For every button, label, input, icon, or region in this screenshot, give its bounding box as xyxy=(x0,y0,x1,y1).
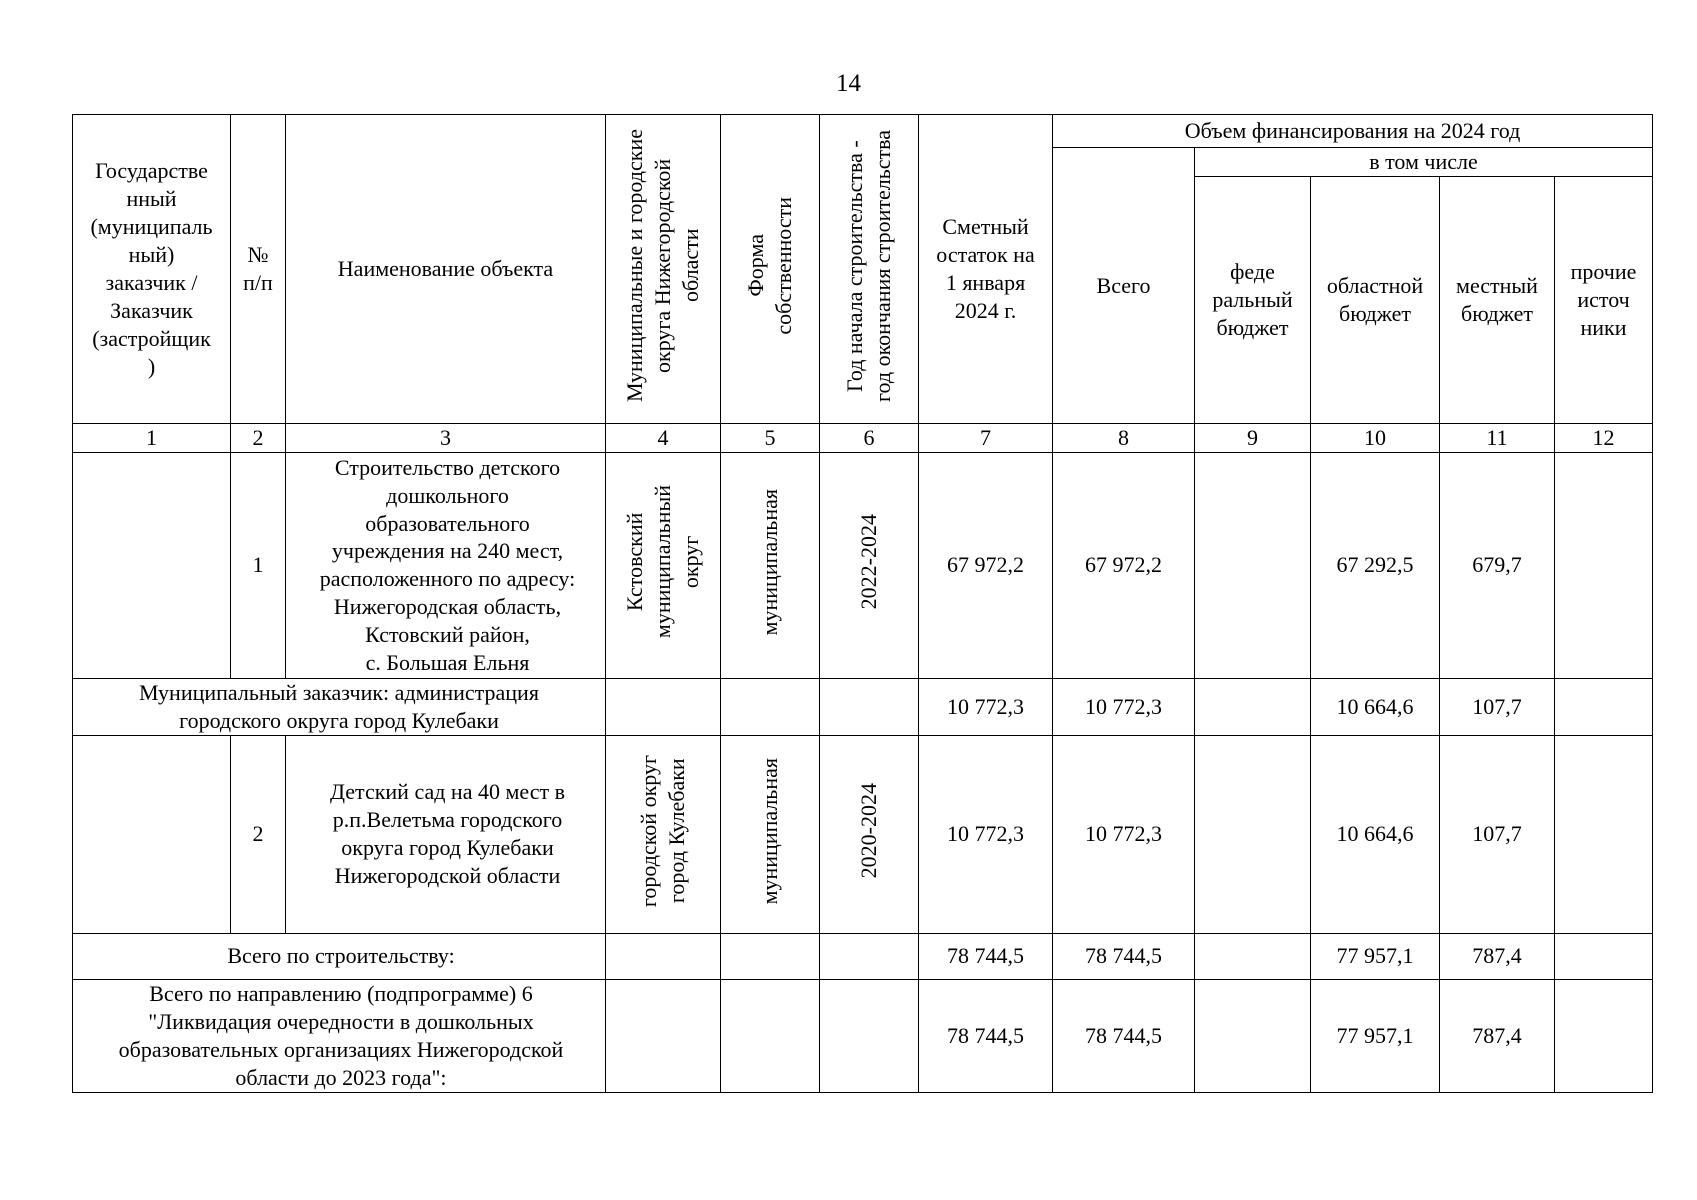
column-numbers-row xyxy=(73,423,1653,452)
row-years xyxy=(820,452,919,678)
total-direction-regional: 77 957,1 xyxy=(1311,979,1440,1092)
total-construction-empty xyxy=(820,933,919,979)
header-other: прочие источ ники xyxy=(1555,176,1653,423)
header-num: № п/п xyxy=(231,115,286,424)
row-num: 1 xyxy=(231,452,286,678)
row-regional: 10 664,6 xyxy=(1311,735,1440,933)
row-estimate: 10 772,3 xyxy=(919,735,1053,933)
row-ownership xyxy=(721,452,820,678)
total-construction-other xyxy=(1555,933,1653,979)
header-years xyxy=(820,115,919,424)
column-number: 6 xyxy=(820,423,919,452)
row-object-name: Строительство детского дошкольного образовательного учреждения на 240 мест, расположенного по адресу: Нижегородская область, Кстовский район, с. Большая Ельня xyxy=(286,452,606,678)
column-number: 8 xyxy=(1053,423,1195,452)
total-direction-empty xyxy=(721,979,820,1092)
row-ownership-text: муниципальная xyxy=(757,488,783,636)
customer-row-empty xyxy=(606,678,721,735)
row-ownership-text: муниципальная xyxy=(757,757,783,904)
total-construction-label: Всего по строительству: xyxy=(73,933,606,979)
header-total: Всего xyxy=(1053,148,1195,424)
row-municipality xyxy=(606,452,721,678)
customer-row-other xyxy=(1555,678,1653,735)
customer-row-regional: 10 664,6 xyxy=(1311,678,1440,735)
customer-row-empty xyxy=(820,678,919,735)
customer-row-federal xyxy=(1195,678,1311,735)
total-construction-federal xyxy=(1195,933,1311,979)
row-federal xyxy=(1195,452,1311,678)
total-direction-label: Всего по направлению (подпрограмме) 6 "Ликвидация очередности в дошкольных образовательных организациях Нижегородской области до 2023 года": xyxy=(73,979,606,1092)
row-years-text: 2022-2024 xyxy=(856,514,882,610)
total-direction-local: 787,4 xyxy=(1440,979,1555,1092)
row-customer-cell xyxy=(73,735,231,933)
header-object-name: Наименование объекта xyxy=(286,115,606,424)
total-construction-local: 787,4 xyxy=(1440,933,1555,979)
total-direction-row xyxy=(73,979,1653,1092)
header-ownership-text: Форма собственности xyxy=(743,196,796,335)
row-local: 107,7 xyxy=(1440,735,1555,933)
row-object-name: Детский сад на 40 мест в р.п.Велетьма городского округа город Кулебаки Нижегородской области xyxy=(286,735,606,933)
column-number: 10 xyxy=(1311,423,1440,452)
row-other xyxy=(1555,452,1653,678)
customer-row-empty xyxy=(721,678,820,735)
header-municipality-text: Муниципальные и городские округа Нижегородской области xyxy=(622,129,703,402)
header-funding-group: Объем финансирования на 2024 год xyxy=(1053,115,1653,148)
column-number: 7 xyxy=(919,423,1053,452)
header-customer: Государстве нный (муниципаль ный) заказчик / Заказчик (застройщик ) xyxy=(73,115,231,424)
total-direction-empty xyxy=(606,979,721,1092)
column-number: 9 xyxy=(1195,423,1311,452)
column-number: 2 xyxy=(231,423,286,452)
total-construction-empty xyxy=(721,933,820,979)
row-ownership xyxy=(721,735,820,933)
header-ownership xyxy=(721,115,820,424)
row-years-text: 2020-2024 xyxy=(856,783,882,879)
row-total: 10 772,3 xyxy=(1053,735,1195,933)
page-number: 14 xyxy=(836,70,861,97)
column-number: 3 xyxy=(286,423,606,452)
customer-row xyxy=(73,678,1653,735)
row-regional: 67 292,5 xyxy=(1311,452,1440,678)
total-construction-estimate: 78 744,5 xyxy=(919,933,1053,979)
row-total: 67 972,2 xyxy=(1053,452,1195,678)
header-including: в том числе xyxy=(1195,148,1653,177)
customer-row-label: Муниципальный заказчик: администрация городского округа город Кулебаки xyxy=(73,678,606,735)
total-direction-federal xyxy=(1195,979,1311,1092)
customer-row-estimate: 10 772,3 xyxy=(919,678,1053,735)
header-local: местный бюджет xyxy=(1440,176,1555,423)
column-number: 12 xyxy=(1555,423,1653,452)
row-years xyxy=(820,735,919,933)
header-years-text: Год начала строительства - год окончания строительства xyxy=(842,129,895,402)
row-municipality xyxy=(606,735,721,933)
row-customer-cell xyxy=(73,452,231,678)
row-num: 2 xyxy=(231,735,286,933)
total-direction-total: 78 744,5 xyxy=(1053,979,1195,1092)
total-construction-empty xyxy=(606,933,721,979)
row-municipality-text: городской округ город Кулебаки xyxy=(636,754,689,907)
column-number: 4 xyxy=(606,423,721,452)
header-municipality xyxy=(606,115,721,424)
total-construction-row xyxy=(73,933,1653,979)
total-construction-total: 78 744,5 xyxy=(1053,933,1195,979)
table-row xyxy=(73,452,1653,678)
row-municipality-text: Кстовский муниципальный округ xyxy=(622,485,703,639)
customer-row-local: 107,7 xyxy=(1440,678,1555,735)
header-row-1 xyxy=(73,115,1653,148)
customer-row-total: 10 772,3 xyxy=(1053,678,1195,735)
row-federal xyxy=(1195,735,1311,933)
header-federal: феде ральный бюджет xyxy=(1195,176,1311,423)
column-number: 5 xyxy=(721,423,820,452)
table-row xyxy=(73,735,1653,933)
header-estimate: Сметный остаток на 1 января 2024 г. xyxy=(919,115,1053,424)
total-construction-regional: 77 957,1 xyxy=(1311,933,1440,979)
row-other xyxy=(1555,735,1653,933)
header-regional: областной бюджет xyxy=(1311,176,1440,423)
total-direction-empty xyxy=(820,979,919,1092)
column-number: 1 xyxy=(73,423,231,452)
financing-table xyxy=(72,114,1653,1093)
total-direction-estimate: 78 744,5 xyxy=(919,979,1053,1092)
row-estimate: 67 972,2 xyxy=(919,452,1053,678)
column-number: 11 xyxy=(1440,423,1555,452)
row-local: 679,7 xyxy=(1440,452,1555,678)
total-direction-other xyxy=(1555,979,1653,1092)
